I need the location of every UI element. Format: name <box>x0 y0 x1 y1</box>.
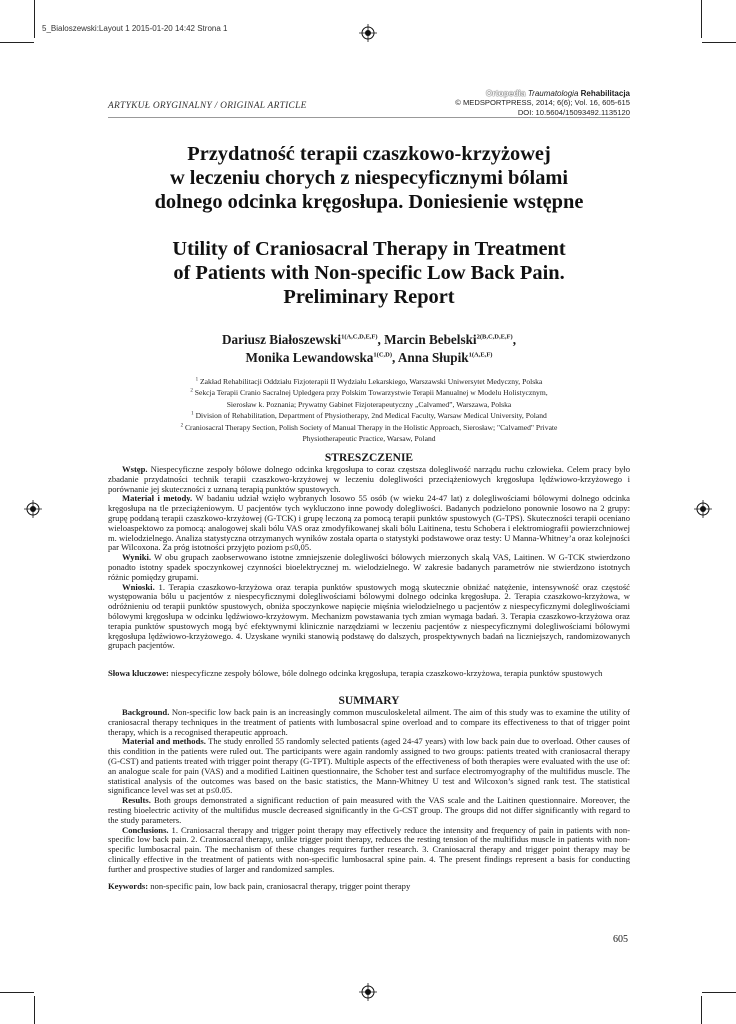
affiliation-text: Craniosacral Therapy Section, Polish Society of Manual Therapy in the Holistic Approach, Sierosław; "Calvamed" Private <box>184 422 558 432</box>
section-label: Wyniki. <box>122 552 152 563</box>
section-text: 1. Terapia czaszkowo-krzyżowa oraz terapia punktów spustowych mogą skutecznie obniżać natężenie, intensywność oraz częstość występowania bólu u pacjentów z niespecyficznymi dolegliwościami bólowymi dolnego odcinka kręgosłupa. 2. Terapia czaszkowo-krzyżowa, w odróżnieniu od terapii punktów spustowych, obniża spoczynkowe napięcie mięśnia wielodzielnego u pacjentów z niespecyficznymi dolegliwościami bólowymi kręgosłupa w odcinku lędźwiowo-krzyżowym. Mechanizm powstawania tych zmian wymaga badań. 3. Terapia czaszkowo-krzyżowa oraz terapia punktów spustowych mogą być efektywnymi klinicznie narzędziami w leczeniu pacjentów z niespecyficznymi dolegliwościami bólowymi kręgosłupa lędźwiowo-krzyżowego. 4. Uzyskane wyniki stanowią podstawę do dalszych, prospektywnych badań na liczniejszych, randomizowanych grupach pacjentów. <box>108 581 630 651</box>
crop-mark-top-right-v <box>701 0 702 38</box>
affiliation-text: Zakład Rehabilitacji Oddziału Fizjoterapii II Wydziału Lekarskiego, Warszawski Uniwersytet Medyczny, Polska <box>200 377 543 386</box>
affiliation-text: Sekcja Terapii Cranio Sacralnej Upledgera przy Polskim Towarzystwie Terapii Manualnej w Modelu Holistycznym, <box>194 388 548 398</box>
crop-mark-top-right-h <box>702 42 736 43</box>
crop-mark-bottom-left-h <box>0 992 34 993</box>
keywords-text: non-specific pain, low back pain, craniosacral therapy, trigger point therapy <box>148 881 411 891</box>
registration-mark-icon <box>359 24 377 42</box>
section-text: W obu grupach zaobserwowano istotne zmniejszenie dolegliwości bólowych mierzonych skalą VAS, Laitinen. W G-TCK stwierdzono ponadto istotny spadek spoczynkowej czynności bioelektrycznej m. wielodzielnego. W zakresie badanych parametrów nie stwierdzono istotnych różnic pomiędzy grupami. <box>108 552 630 582</box>
streszczenie-body <box>108 465 630 651</box>
affiliation-text: Sierosław k. Poznania; Prywatny Gabinet Fizjoterapeutyczny „Calvamed”, Warszawa, Polska <box>226 399 512 409</box>
author-name: Monika Lewandowska <box>245 350 374 365</box>
summary-heading: SUMMARY <box>338 695 400 707</box>
keywords-english <box>108 882 630 892</box>
abstract-paragraph <box>108 796 630 825</box>
registration-mark-icon <box>359 983 377 1001</box>
streszczenie-heading: STRESZCZENIE <box>324 452 414 464</box>
keywords-polish <box>108 669 630 679</box>
registration-mark-icon <box>24 500 42 518</box>
journal-name-traumatologia: Traumatologia <box>527 89 579 98</box>
page-number: 605 <box>613 934 628 945</box>
author-name: Marcin Bebelski <box>384 332 477 347</box>
title-polish-line: w leczeniu chorych z niespecyficznymi bólami <box>169 167 569 189</box>
crop-mark-top-left-v <box>34 0 35 38</box>
affiliation-text: Physiotherapeutic Practice, Warsaw, Poland <box>302 434 436 444</box>
print-slug: 5_Bialoszewski:Layout 1 2015-01-20 14:42 Strona 1 <box>42 24 228 33</box>
header-divider <box>108 117 630 118</box>
registration-mark-icon <box>694 500 712 518</box>
affiliation-text: Division of Rehabilitation, Department of Physiotherapy, 2nd Medical Faculty, Warsaw Medical University, Poland <box>195 411 547 421</box>
affiliation-number: 1 <box>191 411 194 417</box>
section-label: Conclusions. <box>122 824 169 835</box>
title-english-line: Preliminary Report <box>283 286 455 308</box>
section-text: The study enrolled 55 randomly selected patients (aged 24-47 years) with low back pain due to overload. Other causes of this condition in the patients were ruled out. The participants were again randomly assigned to two groups: patients treated with craniosacral therapy (G-CST) and patients treated with trigger point therapy (G-TPT). Multiple aspects of the effectiveness of both therapies were evaluated with the use of: an analogue scale for pain (VAS) and a modified Laitinen questionnaire, the Schober test and surface electromyography of the multifidus muscle. The statistical analysis of the outcomes was based on the basic statistics, the Mann-Whitney U test and Wilcoxon’s signed rank test. The statistical significance level was set at p≤0.05. <box>108 736 630 796</box>
affiliations <box>108 376 630 444</box>
abstract-paragraph <box>108 826 630 875</box>
journal-doi: DOI: 10.5604/15093492.1135120 <box>517 107 630 117</box>
abstract-paragraph <box>108 553 630 582</box>
title-polish-line: Przydatność terapii czaszkowo-krzyżowej <box>187 143 551 165</box>
crop-mark-bottom-left-v <box>34 996 35 1024</box>
section-text: Non-specific low back pain is an increasingly common musculoskeletal ailment. The aim of this study was to examine the utility of craniosacral therapy techniques in the treatment of patients with lumbosacral spine overload and to compare its effectiveness to that of trigger point therapy, which is a recognised therapeutic approach. <box>108 707 630 737</box>
affiliation-number: 2 <box>180 423 184 429</box>
section-label: Results. <box>122 795 151 806</box>
abstract-paragraph <box>108 737 630 796</box>
author-name: Anna Słupik <box>397 350 469 365</box>
author-list: Dariusz Białoszewski$^{1(A,C,D,E,F)}$, Marcin Bebelski$^{2(B,C,D,E,F)}$, Monika Lewandowska$^{1(C,D)}$, Anna Słupik$^{1(A,E,F)}$ <box>222 332 516 365</box>
section-label: Material and methods. <box>122 736 206 747</box>
title-english-line: Utility of Craniosacral Therapy in Treatment <box>172 238 566 260</box>
abstract-paragraph <box>108 494 630 553</box>
keywords-label: Keywords: <box>108 881 149 891</box>
abstract-paragraph <box>108 465 630 494</box>
article-type: ARTYKUŁ ORYGINALNY / ORIGINAL ARTICLE <box>108 101 307 111</box>
affiliation-number: 2 <box>190 388 193 394</box>
section-label: Wnioski. <box>122 581 155 592</box>
section-label: Wstęp. <box>122 464 148 474</box>
title-english <box>108 237 630 309</box>
author-name: Dariusz Białoszewski <box>222 332 342 347</box>
section-text: 1. Craniosacral therapy and trigger point therapy may effectively reduce the intensity and frequency of pain in patients with non-specific low back pain. 2. Craniosacral therapy, unlike trigger point therapy, reduces the resting tension of the multifidus muscle in patients with non-specific lumbosacral pain. The mechanism of these changes requires further research. 3. Craniosacral therapy and trigger point therapy may be clinically effective in the treatment of patients with non-specific lumbosacral spine pain. 4. The present findings represent a basis for conducting further and prospective studies of larger and randomized samples. <box>108 824 630 874</box>
summary-body <box>108 708 630 875</box>
section-label: Background. <box>122 707 170 717</box>
section-label: Materiał i metody. <box>122 493 193 504</box>
title-english-line: of Patients with Non-specific Low Back Pain. <box>173 262 565 284</box>
crop-mark-bottom-right-v <box>701 996 702 1024</box>
author-contribution: 2(B,C,D,E,F) <box>476 333 513 341</box>
journal-citation: © MEDSPORTPRESS, 2014; 6(6); Vol. 16, 605-615 <box>455 98 630 108</box>
crop-mark-top-left-h <box>0 42 34 43</box>
author-contribution: 1(A,C,D,E,F) <box>341 333 378 341</box>
title-polish <box>108 142 630 214</box>
journal-name-ortopedia: Ortopedia <box>486 89 526 98</box>
title-polish-line: dolnego odcinka kręgosłupa. Doniesienie wstępne <box>154 191 584 213</box>
journal-header <box>455 89 630 117</box>
section-text: Both groups demonstrated a significant reduction of pain measured with the VAS scale and the Laitinen questionnaire. Moreover, the resting bioelectric activity of the multifidus muscle decreased significantly in the G-CST group. The groups did not differ significantly with regard to the study parameters. <box>108 795 630 825</box>
abstract-paragraph <box>108 708 630 737</box>
author-contribution: 1(A,E,F) <box>468 351 493 359</box>
section-text: Niespecyficzne zespoły bólowe dolnego odcinka kręgosłupa to coraz częstsza dolegliwość narządu ruchu człowieka. Celem pracy było zbadanie przydatności technik terapii czaszkowo-krzyżowej w leczeniu dolegliwości przeciążeniowych kręgosłupa lędźwiowo-krzyżowego i porównanie jej skuteczności z uznaną terapią punktów spustowych. <box>108 464 630 494</box>
author-contribution: 1(C,D) <box>373 351 392 359</box>
keywords-label: Słowa kluczowe: <box>108 668 169 678</box>
abstract-paragraph <box>108 583 630 652</box>
affiliation-number: 1 <box>195 377 199 383</box>
keywords-text: niespecyficzne zespoły bólowe, bóle dolnego odcinka kręgosłupa, terapia czaszkowo-krzyżowa, terapia punktów spustowych <box>168 668 603 678</box>
section-text: W badaniu udział wzięło wybranych losowo 55 osób (w wieku 24-47 lat) z dolegliwościami bólowymi dolnego odcinka kręgosłupa na tle przeciążeniowym. U pacjentów tych wykluczono inne powody dolegliwości. Badanych podzielono ponownie losowo na 2 grupy: grupę poddaną terapii czaszkowo-krzyżowej (G-TCK) i grupę leczoną za pomocą terapii punktów spustowych (G-TPS). Skuteczności terapii oceniano wieloaspektowo za pomocą: analogowej skali bólu VAS oraz zmodyfikowanej skali bólu Laitinena, testu Schobera i elektromiografii powierzchniowej m. wielodzielnego. Analiza statystyczna otrzymanych wyników została oparta o statystyki podstawowe oraz testy: U Manna-Whitney’a oraz kolejności par Wilcoxona. Za próg istotności przyjęto poziom p≤0,05. <box>108 493 630 553</box>
crop-mark-bottom-right-h <box>702 992 736 993</box>
journal-name-rehabilitacja: Rehabilitacja <box>580 89 630 98</box>
